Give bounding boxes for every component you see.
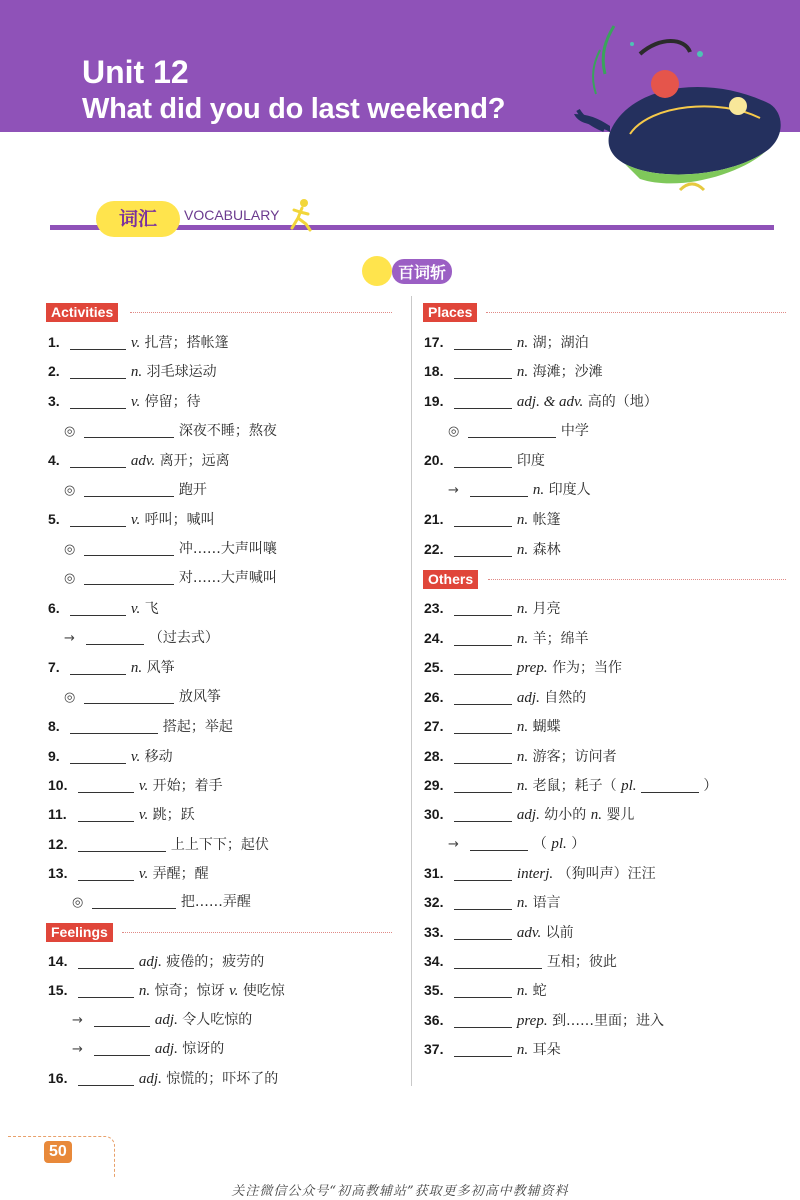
vocab-item: 16. adj. 惊慌的；吓坏了的 — [48, 1070, 279, 1087]
answer-blank[interactable] — [78, 1069, 134, 1086]
answer-blank[interactable] — [454, 688, 512, 705]
vocab-item: 25. prep. 作为；当作 — [424, 659, 623, 676]
vocab-item: 13. v. 弄醒；醒 — [48, 865, 209, 882]
answer-blank[interactable] — [70, 392, 126, 409]
answer-blank[interactable] — [92, 892, 176, 909]
vocab-item: 34. 互相；彼此 — [424, 953, 617, 970]
runner-icon — [288, 198, 314, 232]
answer-blank[interactable] — [454, 510, 512, 527]
vocab-item: 6. v. 飞 — [48, 600, 159, 617]
answer-blank[interactable] — [454, 981, 512, 998]
section-label: Others — [423, 570, 478, 589]
answer-blank[interactable] — [470, 834, 528, 851]
answer-blank[interactable] — [454, 333, 512, 350]
lesson-title: What did you do last weekend? — [82, 93, 506, 125]
answer-blank[interactable] — [454, 923, 512, 940]
vocab-item: 19. adj. & adv. 高的（地） — [424, 393, 658, 410]
vocab-item: 29. n. 老鼠；耗子（ pl. ） — [424, 777, 718, 794]
answer-blank[interactable] — [70, 510, 126, 527]
vocab-item: 26. adj. 自然的 — [424, 689, 587, 706]
vocab-item: 24. n. 羊；绵羊 — [424, 630, 589, 647]
vocab-sub-item: ◎ 对……大声喊叫 — [64, 570, 277, 586]
answer-blank[interactable] — [454, 893, 512, 910]
vocab-sub-item: → （ pl. ） — [448, 836, 586, 852]
vocab-item: 15. n. 惊奇；惊讶 v. 使吃惊 — [48, 982, 285, 999]
dotted-rule — [122, 932, 392, 933]
vocab-item: 21. n. 帐篷 — [424, 511, 561, 528]
section-feelings — [46, 922, 113, 942]
vocab-item: 10. v. 开始；着手 — [48, 777, 223, 794]
vocab-item: 31. interj. （狗叫声）汪汪 — [424, 865, 656, 882]
dotted-rule — [130, 312, 392, 313]
whale-illustration — [570, 14, 800, 200]
answer-blank[interactable] — [70, 599, 126, 616]
answer-blank[interactable] — [468, 421, 556, 438]
vocab-sub-item: → adj. 令人吃惊的 — [72, 1012, 253, 1028]
answer-blank[interactable] — [470, 480, 528, 497]
vocab-item: 23. n. 月亮 — [424, 600, 561, 617]
answer-blank[interactable] — [454, 952, 542, 969]
vocab-item: 12. 上上下下；起伏 — [48, 836, 269, 853]
vocab-item: 11. v. 跳；跃 — [48, 806, 195, 823]
vocab-item: 5. v. 呼叫；喊叫 — [48, 511, 215, 528]
answer-blank[interactable] — [641, 776, 699, 793]
section-others — [423, 569, 478, 589]
vocab-item: 7. n. 风筝 — [48, 659, 175, 676]
section-label: Activities — [46, 303, 118, 322]
answer-blank[interactable] — [454, 717, 512, 734]
answer-blank[interactable] — [84, 421, 174, 438]
answer-blank[interactable] — [84, 539, 174, 556]
unit-title: Unit 12 — [82, 54, 189, 90]
answer-blank[interactable] — [84, 687, 174, 704]
vocab-item: 3. v. 停留；待 — [48, 393, 201, 410]
answer-blank[interactable] — [78, 981, 134, 998]
answer-blank[interactable] — [454, 1011, 512, 1028]
answer-blank[interactable] — [70, 451, 126, 468]
answer-blank[interactable] — [78, 776, 134, 793]
answer-blank[interactable] — [454, 451, 512, 468]
vocab-item: 20. 印度 — [424, 452, 545, 469]
answer-blank[interactable] — [86, 628, 144, 645]
vocab-item: 2. n. 羽毛球运动 — [48, 363, 217, 380]
vocab-item: 22. n. 森林 — [424, 541, 561, 558]
footer-note: 关注微信公众号“初高教辅站”获取更多初高中教辅资料 — [231, 1184, 569, 1199]
vocab-sub-item: ◎ 中学 — [448, 423, 589, 439]
vocab-item: 33. adv. 以前 — [424, 924, 574, 941]
section-activities — [46, 302, 118, 322]
vocabulary-label: VOCABULARY — [184, 207, 280, 223]
section-heading-title: 百词斩 — [392, 259, 452, 284]
vocab-item: 1. v. 扎营；搭帐篷 — [48, 334, 229, 351]
answer-blank[interactable] — [78, 805, 134, 822]
vocab-sub-item: → adj. 惊讶的 — [72, 1041, 225, 1057]
dotted-rule — [488, 579, 786, 580]
vocab-item: 27. n. 蝴蝶 — [424, 718, 561, 735]
answer-blank[interactable] — [454, 629, 512, 646]
vocab-item: 28. n. 游客；访问者 — [424, 748, 617, 765]
vocab-item: 14. adj. 疲倦的；疲劳的 — [48, 953, 265, 970]
vocab-item: 37. n. 耳朵 — [424, 1041, 561, 1058]
answer-blank[interactable] — [454, 1040, 512, 1057]
answer-blank[interactable] — [454, 540, 512, 557]
answer-blank[interactable] — [70, 717, 158, 734]
vocab-item: 35. n. 蛇 — [424, 982, 547, 999]
vocab-item: 36. prep. 到……里面；进入 — [424, 1012, 665, 1029]
answer-blank[interactable] — [454, 362, 512, 379]
answer-blank[interactable] — [78, 835, 166, 852]
answer-blank[interactable] — [454, 805, 512, 822]
answer-blank[interactable] — [454, 747, 512, 764]
answer-blank[interactable] — [78, 864, 134, 881]
vocab-item: 4. adv. 离开；远离 — [48, 452, 230, 469]
column-divider — [411, 296, 412, 1086]
answer-blank[interactable] — [70, 362, 126, 379]
answer-blank[interactable] — [454, 776, 512, 793]
answer-blank[interactable] — [94, 1039, 150, 1056]
section-label: Places — [423, 303, 477, 322]
answer-blank[interactable] — [454, 658, 512, 675]
vocabulary-badge: 词汇 — [96, 201, 180, 237]
vocab-sub-item: → （过去式） — [64, 630, 219, 646]
answer-blank[interactable] — [454, 392, 512, 409]
answer-blank[interactable] — [94, 1010, 150, 1027]
answer-blank[interactable] — [454, 864, 512, 881]
answer-blank[interactable] — [70, 333, 126, 350]
section-places — [423, 302, 477, 322]
vocab-item: 17. n. 湖；湖泊 — [424, 334, 589, 351]
answer-blank[interactable] — [84, 568, 174, 585]
vocab-sub-item: ◎ 放风筝 — [64, 689, 221, 705]
answer-blank[interactable] — [78, 952, 134, 969]
vocab-item: 30. adj. 幼小的 n. 婴儿 — [424, 806, 635, 823]
answer-blank[interactable] — [70, 658, 126, 675]
vocab-item: 32. n. 语言 — [424, 894, 561, 911]
answer-blank[interactable] — [70, 747, 126, 764]
vocab-sub-item: ◎ 跑开 — [64, 482, 207, 498]
vocab-item: 8. 搭起；举起 — [48, 718, 233, 735]
vocab-sub-item: ◎ 深夜不睡；熬夜 — [64, 423, 277, 439]
vocab-sub-item: ◎ 冲……大声叫嚷 — [64, 541, 277, 557]
section-label: Feelings — [46, 923, 113, 942]
dotted-rule — [486, 312, 786, 313]
page-number: 50 — [44, 1141, 72, 1163]
reader-icon — [362, 256, 392, 286]
answer-blank[interactable] — [84, 480, 174, 497]
vocab-item: 18. n. 海滩；沙滩 — [424, 363, 603, 380]
vocab-sub-item: ◎ 把……弄醒 — [72, 894, 251, 910]
answer-blank[interactable] — [454, 599, 512, 616]
vocab-item: 9. v. 移动 — [48, 748, 173, 765]
vocab-sub-item: → n. 印度人 — [448, 482, 591, 498]
